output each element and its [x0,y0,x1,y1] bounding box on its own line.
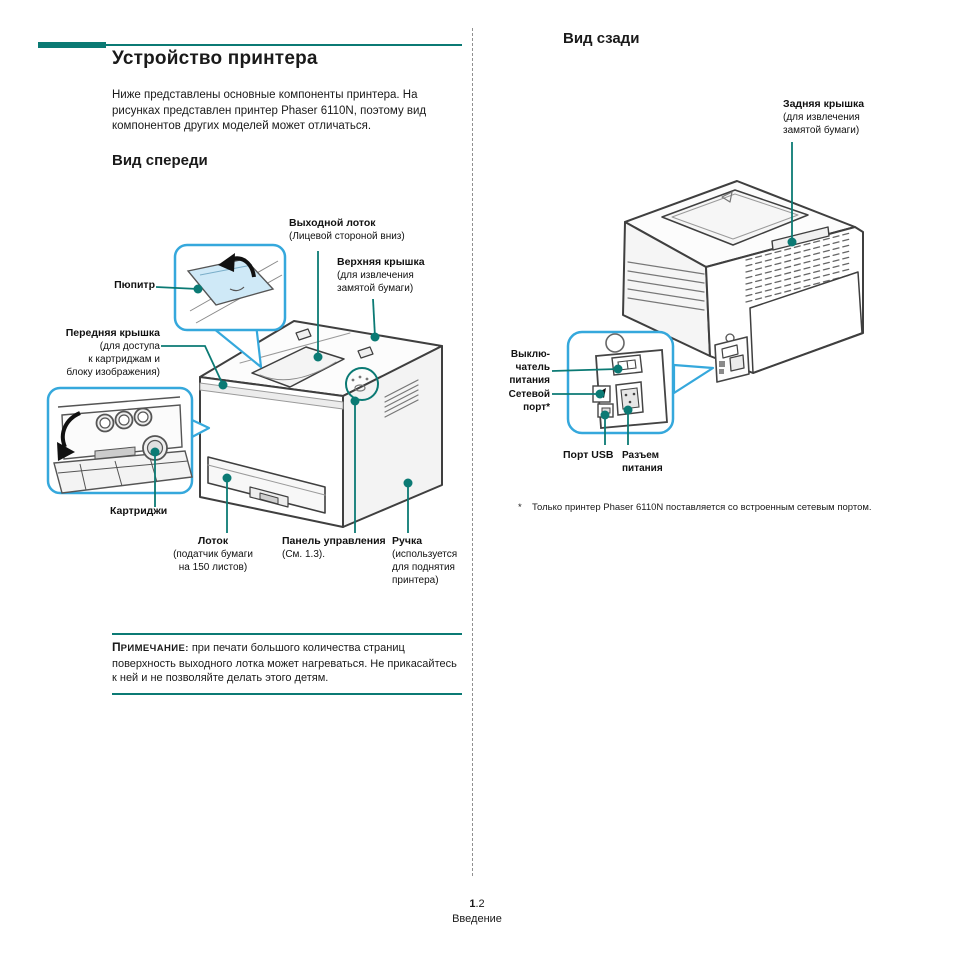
leader-dot [614,365,623,374]
chapter-name: Введение [452,913,502,925]
page-footer [0,897,954,927]
label-power-socket: Разъем питания [622,450,663,474]
column-divider [472,28,473,876]
note-label: П [112,640,121,654]
leader-dot [404,479,413,488]
label-rear-cover: Задняя крышка (для извлечения замятой бумаги) [783,98,865,136]
label-cartridges: Картриджи [110,505,168,517]
intro-paragraph: Ниже представлены основные компоненты принтера. На рисунках представлен принтер Phaser 6110N, поэтому вид компонентов других моделей может отличаться. [112,89,427,132]
note-text: при печати большого количества страниц поверхность выходного лотка может нагреваться. Не прикасайтесь к ней и не позволяйте делать этого детям. [112,642,457,684]
footnote: * Только принтер Phaser 6110N поставляется со встроенным сетевым портом. [518,502,872,513]
label-paper-support: Пюпитр [114,279,155,291]
label-control-panel: Панель управления (См. 1.3). [282,535,386,560]
page-title: Устройство принтера [112,48,318,69]
leader-dot [624,406,633,415]
leader-dot [314,353,323,362]
label-power-switch: Выклю- чатель питания [509,349,550,386]
label-usb-port: Порт USB [563,449,614,461]
label-front-cover: Передняя крышка (для доступа к картриджам и блоку изображения) [65,327,160,378]
leader-dot [219,381,228,390]
leader-dot [351,397,360,406]
page-number: 1.2 [469,898,485,910]
leader-dot [601,411,610,420]
callout-cartridges [48,388,209,493]
leader-dot [371,333,380,342]
section-rule-thin [38,44,462,46]
printer-front-illustration [200,321,442,527]
leader-dot [223,474,232,483]
rear-view-diagram [500,90,940,500]
leader-dot [194,285,203,294]
leader-dot [151,448,160,457]
label-handle: Ручка (используется для поднятия принтера) [392,535,458,586]
leader-dot [788,238,797,247]
label-network-port: Сетевой порт* [508,389,550,413]
leader-dot [596,390,605,399]
rear-view-heading: Вид сзади [563,30,640,47]
note-block: ПРИМЕЧАНИЕ: при печати большого количества страниц поверхность выходного лотка может нагреваться. Не прикасайтесь к ней и не позволяйте делать этого детям. [112,633,462,695]
label-output-tray: Выходной лоток (Лицевой стороной вниз) [289,217,405,242]
label-tray: Лоток (податчик бумаги на 150 листов) [173,535,253,573]
label-top-cover: Верхняя крышка (для извлечения замятой бумаги) [337,256,425,294]
front-view-heading: Вид спереди [112,152,208,169]
